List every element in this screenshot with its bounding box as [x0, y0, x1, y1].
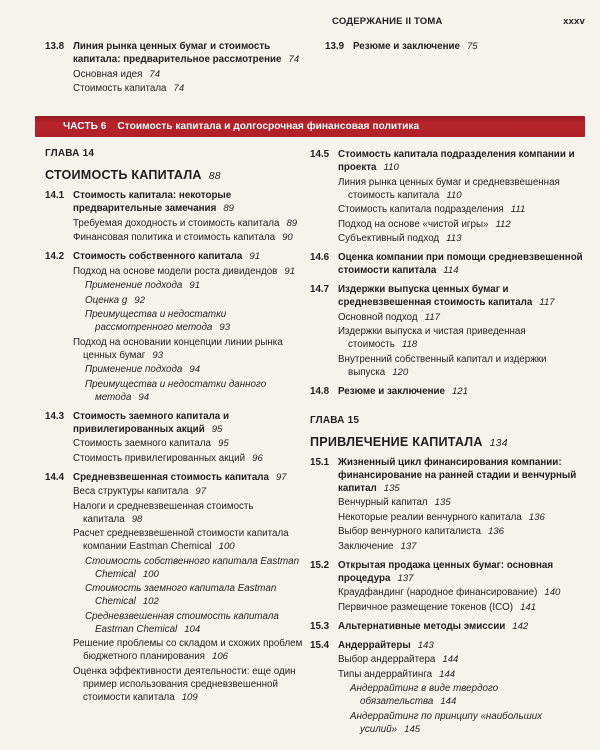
section-title: Андеррайтеры — [338, 639, 411, 651]
page-ref: 89 — [223, 203, 234, 214]
page-ref: 117 — [539, 297, 555, 308]
entry-title: Применение подхода — [85, 280, 183, 291]
toc-entry-sub — [338, 668, 590, 681]
section-number: 15.4 — [310, 639, 330, 651]
entry-title: Преимущества и недостатки рассмотренного метода — [85, 309, 227, 333]
entry-title: Основной подход — [338, 311, 418, 323]
entry-title: Расчет средневзвешенной стоимости капитала компании Eastman Chemical — [73, 528, 289, 552]
toc-entry-subsub — [85, 294, 303, 307]
section-title: Средневзвешенная стоимость капитала — [73, 471, 269, 483]
toc-entry-subsub — [85, 363, 303, 376]
toc-entry-section — [310, 251, 590, 277]
section-title: Стоимость заемного капитала и привилегированных акций — [73, 410, 229, 435]
section-title: Стоимость капитала подразделения компании и проекта — [338, 149, 575, 173]
page-ref: 121 — [451, 385, 468, 397]
toc-entry-sub — [338, 311, 590, 324]
page-ref: 92 — [134, 294, 145, 306]
section-title: Издержки выпуска ценных бумаг и средневзвешенная стоимость капитала — [338, 284, 533, 308]
entry-title: Налоги и средневзвешенная стоимость капитала — [73, 500, 254, 525]
entry-title: Линия рынка ценных бумаг и средневзвешенная стоимость капитала — [338, 176, 560, 201]
page-ref: 117 — [424, 311, 440, 323]
toc-entry-sub — [73, 500, 303, 526]
page-ref: 110 — [383, 162, 399, 173]
section-title: Жизненный цикл финансирования компании: финансирование на ранней стадии и венчурный капитал — [338, 456, 577, 494]
chapter-page-ref: 88 — [208, 170, 221, 182]
entry-title: Выбор венчурного капиталиста — [338, 526, 481, 537]
entry-title: Подход на основе модели роста дивидендов — [73, 265, 278, 277]
page-ref: 145 — [404, 723, 421, 735]
page-ref: 110 — [446, 189, 462, 201]
toc-entry-sub — [73, 217, 303, 230]
section-number: 13.9 — [325, 41, 345, 52]
part-banner-label: ЧАСТЬ 6 — [63, 121, 107, 132]
page-ref: 142 — [512, 620, 529, 632]
toc-entry-sub — [338, 203, 590, 216]
chapter-page-ref: 134 — [489, 436, 508, 449]
page-ref: 135 — [383, 482, 400, 494]
toc-entry-sub — [73, 452, 303, 465]
chapter-title-text: СТОИМОСТЬ КАПИТАЛА — [45, 168, 202, 182]
running-header — [332, 16, 585, 27]
toc-entry-subsub — [350, 710, 590, 736]
toc-entry-section — [310, 639, 590, 652]
chapter-title — [45, 168, 303, 182]
page-ref: 120 — [392, 366, 409, 378]
page-ref: 91 — [189, 280, 201, 291]
page-ref: 112 — [495, 218, 511, 230]
section-number: 14.3 — [45, 410, 65, 422]
toc-entry-section — [310, 283, 590, 309]
toc-entry-section — [45, 410, 303, 436]
entry-title: Первичное размещение токенов (ICO) — [338, 601, 514, 613]
section-number: 14.5 — [310, 149, 330, 160]
page-ref: 143 — [417, 639, 434, 651]
section-title: Открытая продажа ценных бумаг: основная процедура — [338, 559, 554, 584]
page-ref: 94 — [189, 364, 201, 375]
toc-entry-section — [45, 250, 303, 263]
page-ref: 90 — [282, 232, 293, 243]
section-number: 15.3 — [310, 620, 330, 632]
section-number: 14.2 — [45, 251, 65, 262]
toc-entry-section — [310, 559, 590, 585]
toc-entry-section — [45, 189, 303, 215]
toc-carryover-block — [45, 34, 588, 95]
section-title: Резюме и заключение — [338, 385, 445, 397]
toc-entry-sub — [338, 601, 590, 614]
section-body — [73, 410, 303, 436]
entry-title: Стоимость привилегированных акций — [73, 452, 246, 464]
page-ref: 91 — [284, 265, 296, 277]
toc-entry-subsub — [85, 279, 303, 292]
entry-title: Средневзвешенная стоимость капитала Eastman Chemical — [85, 610, 279, 635]
chapter-title — [310, 435, 590, 449]
section-body — [338, 148, 590, 174]
entry-title: Стоимость капитала подразделения — [338, 204, 504, 215]
running-header-title: СОДЕРЖАНИЕ II ТОМА — [332, 16, 443, 27]
section-body — [73, 471, 303, 484]
page-ref: 96 — [252, 452, 263, 464]
toc-entry-sub — [338, 353, 590, 379]
page-ref: 89 — [286, 217, 298, 229]
page-ref: 75 — [466, 41, 478, 52]
section-number: 14.7 — [310, 284, 330, 295]
entry-title: Подход на основе «чистой игры» — [338, 218, 489, 230]
toc-entry-sub — [338, 232, 590, 245]
entry-title: Субъективный подход — [338, 233, 440, 244]
page-number: xxxv — [563, 16, 585, 27]
page-ref: 140 — [544, 587, 561, 598]
toc-entry-sub — [73, 665, 303, 704]
section-body — [338, 283, 590, 309]
section-number: 13.8 — [45, 41, 65, 52]
section-body — [353, 40, 588, 53]
page-ref: 74 — [173, 83, 185, 94]
page-ref: 136 — [487, 526, 504, 537]
entry-title: Издержки выпуска и чистая приведенная стоимость — [338, 326, 526, 350]
toc-right-column — [310, 148, 590, 736]
section-body — [73, 250, 303, 263]
toc-entry-sub — [73, 437, 303, 450]
entry-title: Андеррайтинг в виде твердого обязательства — [350, 683, 499, 707]
page-ref: 74 — [288, 54, 300, 65]
entry-title: Подход на основании концепции линии рынка ценных бумаг — [73, 336, 283, 361]
page-ref: 74 — [149, 68, 161, 80]
toc-entry-sub — [338, 586, 590, 599]
toc-entry-section — [310, 620, 590, 633]
toc-entry-section — [325, 40, 588, 53]
page-ref: 91 — [249, 251, 261, 262]
section-title: Стоимость собственного капитала — [73, 251, 243, 262]
page-ref: 106 — [212, 651, 229, 662]
page-ref: 97 — [195, 486, 207, 497]
section-body — [338, 385, 590, 398]
toc-entry-sub — [338, 653, 590, 666]
toc-carryover-right-column — [325, 34, 588, 95]
page-ref: 94 — [138, 391, 150, 403]
section-title: Оценка компании при помощи средневзвешенной стоимости капитала — [338, 252, 583, 276]
toc-entry-sub — [73, 231, 303, 244]
part-banner — [35, 116, 585, 137]
page-ref: 144 — [442, 654, 459, 665]
page-ref: 98 — [131, 513, 143, 525]
entry-title: Стоимость собственного капитала Eastman Chemical — [85, 555, 300, 580]
chapter-label: ГЛАВА 14 — [45, 148, 95, 159]
entry-title: Стоимость заемного капитала Eastman Chemical — [85, 583, 277, 607]
section-number: 14.1 — [45, 190, 65, 201]
toc-entry-sub — [338, 325, 590, 351]
toc-main-block — [45, 148, 590, 736]
page-ref: 102 — [142, 596, 159, 607]
toc-entry-subsub — [85, 378, 303, 404]
entry-title: Основная идея — [73, 68, 143, 80]
toc-entry-subsub — [85, 610, 303, 636]
page-ref: 111 — [510, 204, 526, 215]
page-ref: 136 — [528, 511, 545, 523]
entry-title: Заключение — [338, 540, 394, 552]
toc-entry-sub — [73, 336, 303, 362]
toc-entry-sub — [73, 68, 307, 81]
toc-entry-sub — [73, 485, 303, 498]
toc-entry-subsub — [85, 582, 303, 608]
page-ref: 135 — [434, 497, 451, 508]
section-body — [338, 251, 590, 277]
entry-title: Применение подхода — [85, 364, 183, 375]
part-banner-title: Стоимость капитала и долгосрочная финансовая политика — [117, 121, 420, 132]
entry-title: Венчурный капитал — [338, 497, 428, 508]
entry-title: Стоимость капитала — [73, 83, 167, 94]
toc-entry-section — [310, 385, 590, 398]
section-title: Стоимость капитала: некоторые предварительные замечания — [73, 190, 232, 214]
page-ref: 118 — [401, 339, 418, 350]
chapter-label: ГЛАВА 15 — [310, 414, 360, 426]
toc-entry-sub — [73, 265, 303, 278]
section-number: 14.6 — [310, 252, 330, 263]
toc-entry-sub — [338, 496, 590, 509]
section-number: 14.4 — [45, 471, 65, 483]
entry-title: Андеррайтинг по принципу «наибольших усилий» — [350, 710, 543, 735]
entry-title: Преимущества и недостатки данного метода — [85, 378, 267, 403]
page-ref: 109 — [181, 691, 198, 703]
toc-entry-subsub — [85, 308, 303, 334]
page-ref: 97 — [275, 471, 287, 483]
section-title: Альтернативные методы эмиссии — [338, 620, 506, 632]
toc-left-column — [45, 148, 303, 736]
section-body — [338, 456, 590, 495]
toc-entry-sub — [338, 176, 590, 202]
section-number: 14.8 — [310, 385, 330, 397]
section-number: 15.2 — [310, 559, 330, 571]
section-title: Линия рынка ценных бумаг и стоимость капитала: предварительное рассмотрение — [73, 41, 282, 65]
toc-entry-sub — [338, 540, 590, 553]
page-ref: 144 — [440, 696, 457, 707]
entry-title: Оценка g — [85, 294, 128, 306]
toc-entry-section — [310, 148, 590, 174]
section-body — [338, 639, 590, 652]
entry-title: Стоимость заемного капитала — [73, 438, 211, 449]
toc-entry-sub — [338, 218, 590, 231]
entry-title: Веса структуры капитала — [73, 486, 189, 497]
section-title: Резюме и заключение — [353, 41, 460, 52]
toc-entry-sub — [338, 511, 590, 524]
page-ref: 100 — [142, 568, 159, 580]
page-ref: 100 — [218, 541, 235, 552]
toc-entry-sub — [73, 527, 303, 553]
toc-entry-subsub — [350, 682, 590, 708]
toc-carryover-left-column — [45, 34, 307, 95]
entry-title: Типы андеррайтинга — [338, 668, 433, 680]
toc-entry-sub — [73, 82, 307, 95]
entry-title: Внутренний собственный капитал и издержки выпуска — [338, 353, 547, 378]
page-ref: 141 — [520, 601, 537, 613]
toc-entry-section — [45, 471, 303, 484]
page-ref: 137 — [400, 540, 417, 552]
entry-title: Краудфандинг (народное финансирование) — [338, 587, 538, 598]
entry-title: Некоторые реалии венчурного капитала — [338, 511, 522, 523]
page-ref: 144 — [439, 668, 456, 680]
toc-entry-sub — [338, 525, 590, 538]
section-body — [73, 189, 303, 215]
section-body — [73, 40, 307, 66]
page-ref: 93 — [219, 322, 231, 333]
page-ref: 104 — [184, 623, 201, 635]
toc-entry-section — [310, 456, 590, 495]
section-number: 15.1 — [310, 456, 330, 468]
page-ref: 137 — [397, 572, 414, 584]
entry-title: Финансовая политика и стоимость капитала — [73, 232, 276, 243]
page-ref: 93 — [152, 349, 164, 361]
toc-entry-subsub — [85, 555, 303, 581]
page-ref: 95 — [218, 438, 229, 449]
section-body — [338, 559, 590, 585]
entry-title: Выбор андеррайтера — [338, 654, 436, 665]
toc-entry-sub — [73, 637, 303, 663]
page-ref: 95 — [211, 423, 223, 435]
toc-entry-section — [45, 40, 307, 66]
entry-title: Требуемая доходность и стоимость капитала — [73, 217, 280, 229]
page-ref: 113 — [446, 233, 462, 244]
section-body — [338, 620, 590, 633]
chapter-title-text: ПРИВЛЕЧЕНИЕ КАПИТАЛА — [310, 434, 483, 449]
page-ref: 114 — [443, 265, 459, 276]
entry-title: Оценка эффективности деятельности: еще один пример использования средневзвешенной стоимости капитала — [73, 665, 296, 703]
entry-title: Решение проблемы со складом и схожих проблем бюджетного планирования — [73, 638, 303, 662]
